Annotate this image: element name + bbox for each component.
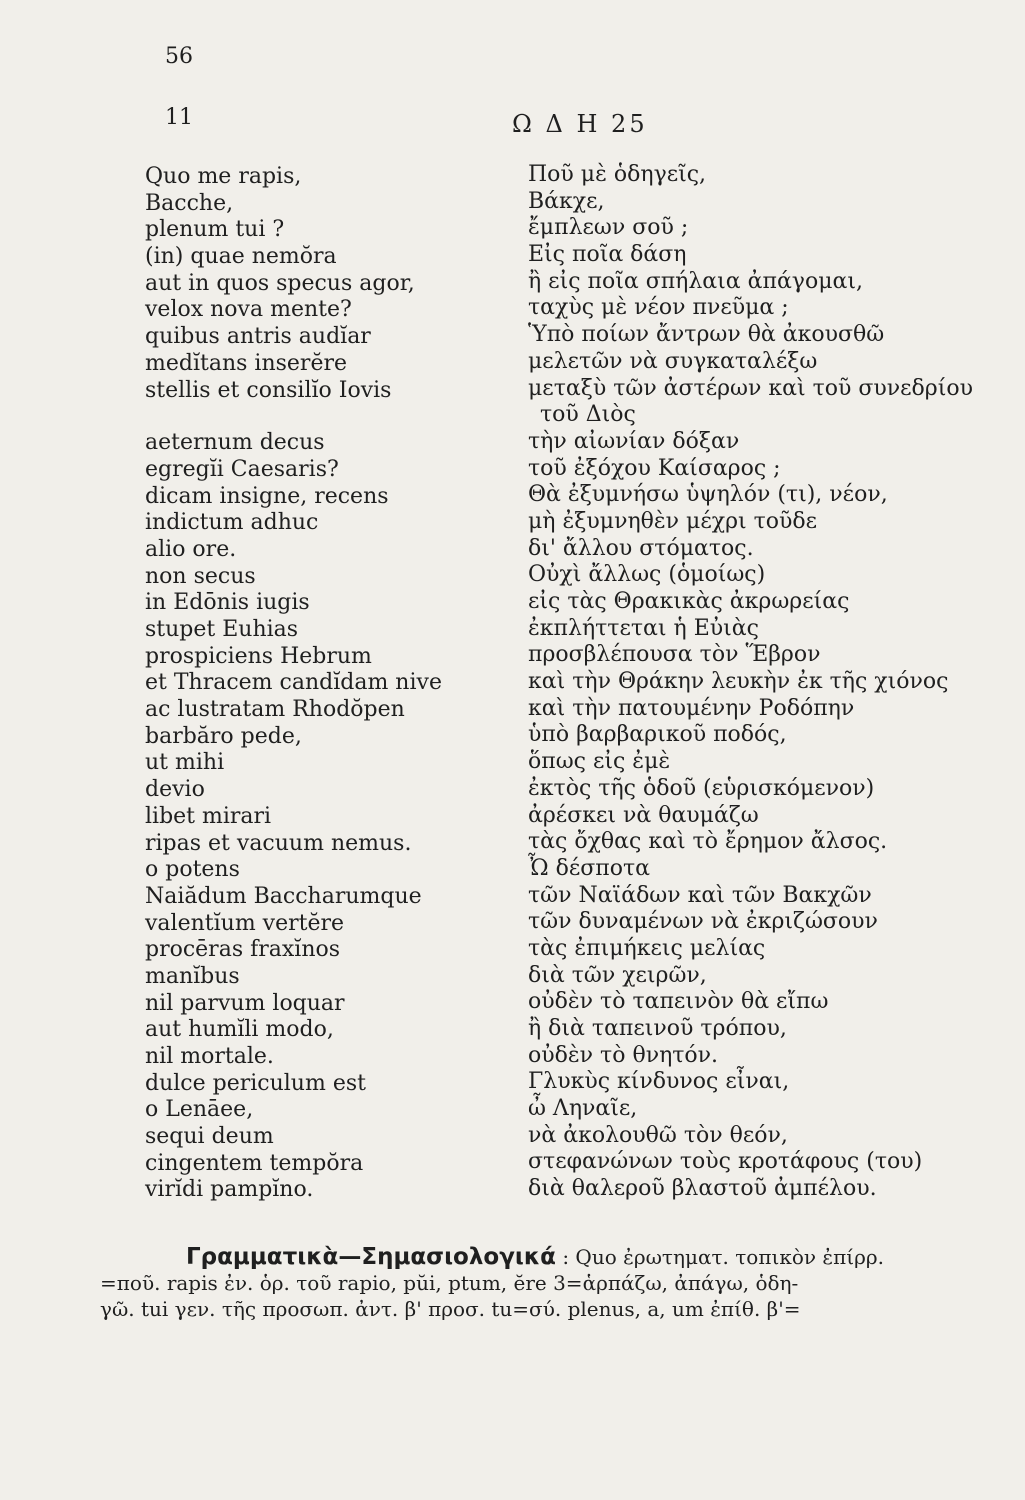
greek-line: τὰς ἐπιμήκεις μελίας bbox=[528, 935, 766, 961]
latin-line: aeternum decus bbox=[145, 430, 325, 456]
latin-line: devio bbox=[145, 777, 205, 803]
greek-line: τοῦ Διὸς bbox=[540, 402, 636, 428]
greek-line: μεταξὺ τῶν ἀστέρων καὶ τοῦ συνεδρίου bbox=[528, 375, 973, 401]
greek-line: καὶ τὴν πατουμένην Ροδόπην bbox=[528, 695, 855, 721]
greek-line: τὴν αἰωνίαν δόξαν bbox=[528, 428, 740, 454]
greek-line: διὰ τῶν χειρῶν, bbox=[528, 962, 707, 988]
grammar-notes bbox=[100, 1244, 980, 1322]
latin-line: o potens bbox=[145, 857, 240, 883]
latin-line: plenum tui ? bbox=[145, 217, 285, 243]
greek-line: ἐκτὸς τῆς ὁδοῦ (εὑρισκόμενον) bbox=[528, 775, 875, 801]
greek-line: Ὦ δέσποτα bbox=[528, 855, 651, 881]
latin-text-column bbox=[145, 164, 442, 1204]
latin-line: dulce periculum est bbox=[145, 1070, 366, 1096]
latin-line: Quo me rapis, bbox=[145, 164, 302, 189]
greek-line: δι' ἄλλου στόματος. bbox=[528, 535, 754, 561]
latin-line: velox nova mente? bbox=[145, 297, 352, 323]
greek-line: ἐκπλήττεται ἡ Εὐιὰς bbox=[528, 615, 759, 641]
latin-line: virĭdi pampĭno. bbox=[145, 1177, 314, 1203]
latin-line: o Lenāee, bbox=[145, 1097, 254, 1123]
latin-line: ac lustratam Rhodŏpen bbox=[145, 697, 405, 723]
greek-line: οὐδὲν τὸ ταπεινὸν θὰ εἴπω bbox=[528, 989, 829, 1015]
greek-line: προσβλέπουσα τὸν Ἕβρον bbox=[528, 642, 821, 668]
greek-line: καὶ τὴν Θράκην λευκὴν ἐκ τῆς χιόνος bbox=[528, 669, 949, 695]
greek-line: Βάκχε, bbox=[528, 188, 605, 214]
notes-text: : Quo ἐρωτηματ. τοπικὸν ἐπίρρ. bbox=[562, 1245, 884, 1269]
greek-line: Γλυκὺς κίνδυνος εἶναι, bbox=[528, 1069, 790, 1095]
greek-line: ἢ εἰς ποῖα σπήλαια ἀπάγομαι, bbox=[528, 268, 863, 294]
ode-title: Ω Δ Η 25 bbox=[512, 110, 648, 138]
latin-line: manĭbus bbox=[145, 963, 240, 989]
greek-translation-column bbox=[528, 162, 973, 1203]
greek-line: Ὑπὸ ποίων ἄντρων θὰ ἀκουσθῶ bbox=[528, 322, 885, 348]
notes-line-3: γῶ. tui γεν. τῆς προσωπ. ἀντ. β' προσ. tu=σύ. plenus, a, um ἐπίθ. β'= bbox=[100, 1297, 801, 1321]
latin-line: valentĭum vertĕre bbox=[145, 910, 345, 936]
latin-line: non secus bbox=[145, 563, 256, 589]
latin-line: nil parvum loquar bbox=[145, 990, 345, 1016]
greek-line: τὰς ὄχθας καὶ τὸ ἔρημον ἄλσος. bbox=[528, 829, 888, 855]
latin-line: dicam insigne, recens bbox=[145, 483, 389, 509]
greek-line: στεφανώνων τοὺς κροτάφους (του) bbox=[528, 1149, 923, 1175]
latin-line: alio ore. bbox=[145, 536, 237, 562]
greek-line: ἀρέσκει νὰ θαυμάζω bbox=[528, 802, 759, 828]
notes-heading: Γραμματικὰ—Σημασιολογικά bbox=[186, 1244, 556, 1270]
greek-line: Θὰ ἐξυμνήσω ὑψηλόν (τι), νέον, bbox=[528, 482, 888, 508]
latin-line: nil mortale. bbox=[145, 1044, 274, 1069]
latin-line: quibus antris audĭar bbox=[145, 324, 371, 350]
latin-line: (in) quae nemŏra bbox=[145, 244, 337, 270]
latin-line: stupet Euhias bbox=[145, 617, 299, 642]
greek-line: ὦ Ληναῖε, bbox=[528, 1096, 638, 1122]
greek-line: ἔμπλεων σοῦ ; bbox=[528, 215, 689, 241]
greek-line: ὑπὸ βαρβαρικοῦ ποδός, bbox=[528, 722, 787, 748]
notes-line-2: =ποῦ. rapis ἐν. ὁρ. τοῦ rapio, pŭi, ptum, ĕre 3=ἁρπάζω, ἀπάγω, ὁδη- bbox=[100, 1271, 799, 1295]
latin-line: medĭtans inserĕre bbox=[145, 350, 347, 376]
greek-line: τῶν δυναμένων νὰ ἐκριζώσουν bbox=[528, 909, 878, 935]
latin-line: cingentem tempŏra bbox=[145, 1150, 364, 1176]
latin-line: libet mirari bbox=[145, 803, 272, 829]
greek-line: τῶν Ναϊάδων καὶ τῶν Βακχῶν bbox=[528, 882, 872, 908]
latin-line: Bacche, bbox=[145, 190, 234, 216]
greek-line: τοῦ ἐξόχου Καίσαρος ; bbox=[528, 455, 781, 481]
greek-line: μὴ ἐξυμνηθὲν μέχρι τοῦδε bbox=[528, 508, 818, 534]
notes-line-1 bbox=[100, 1244, 980, 1270]
latin-line: egregĭi Caesaris? bbox=[145, 456, 339, 482]
latin-line: Naiădum Baccharumque bbox=[145, 883, 422, 909]
latin-line: indictum adhuc bbox=[145, 510, 319, 536]
greek-line: μελετῶν νὰ συγκαταλέξω bbox=[528, 348, 818, 374]
greek-line: εἰς τὰς Θρακικὰς ἀκρωρείας bbox=[528, 589, 850, 614]
latin-line: aut humĭli modo, bbox=[145, 1017, 334, 1043]
section-number: 11 bbox=[165, 105, 193, 130]
greek-line: διὰ θαλεροῦ βλαστοῦ ἀμπέλου. bbox=[528, 1176, 877, 1202]
latin-line: sequi deum bbox=[145, 1124, 274, 1150]
greek-line: ἢ διὰ ταπεινοῦ τρόπου, bbox=[528, 1016, 787, 1041]
greek-line: Οὐχὶ ἄλλως (ὁμοίως) bbox=[528, 562, 766, 588]
latin-line: in Edōnis iugis bbox=[145, 590, 310, 616]
greek-line: νὰ ἀκολουθῶ τὸν θεόν, bbox=[528, 1122, 788, 1148]
latin-line: ripas et vacuum nemus. bbox=[145, 830, 412, 856]
latin-line: et Thracem candĭdam nive bbox=[145, 670, 442, 696]
greek-line: Εἰς ποῖα δάση bbox=[528, 242, 687, 268]
page-number: 56 bbox=[165, 44, 193, 69]
latin-line: prospiciens Hebrum bbox=[145, 643, 372, 669]
latin-line: barbăro pede, bbox=[145, 723, 302, 749]
greek-line: ταχὺς μὲ νέον πνεῦμα ; bbox=[528, 295, 789, 321]
latin-line: procēras fraxĭnos bbox=[145, 937, 341, 963]
greek-line: Ποῦ μὲ ὁδηγεῖς, bbox=[528, 162, 707, 187]
greek-line: οὐδὲν τὸ θνητόν. bbox=[528, 1042, 719, 1068]
greek-line: ὅπως εἰς ἐμὲ bbox=[528, 749, 671, 775]
latin-line: stellis et consilĭo Iovis bbox=[145, 377, 392, 403]
latin-line: ut mihi bbox=[145, 750, 225, 776]
latin-line: aut in quos specus agor, bbox=[145, 270, 415, 296]
